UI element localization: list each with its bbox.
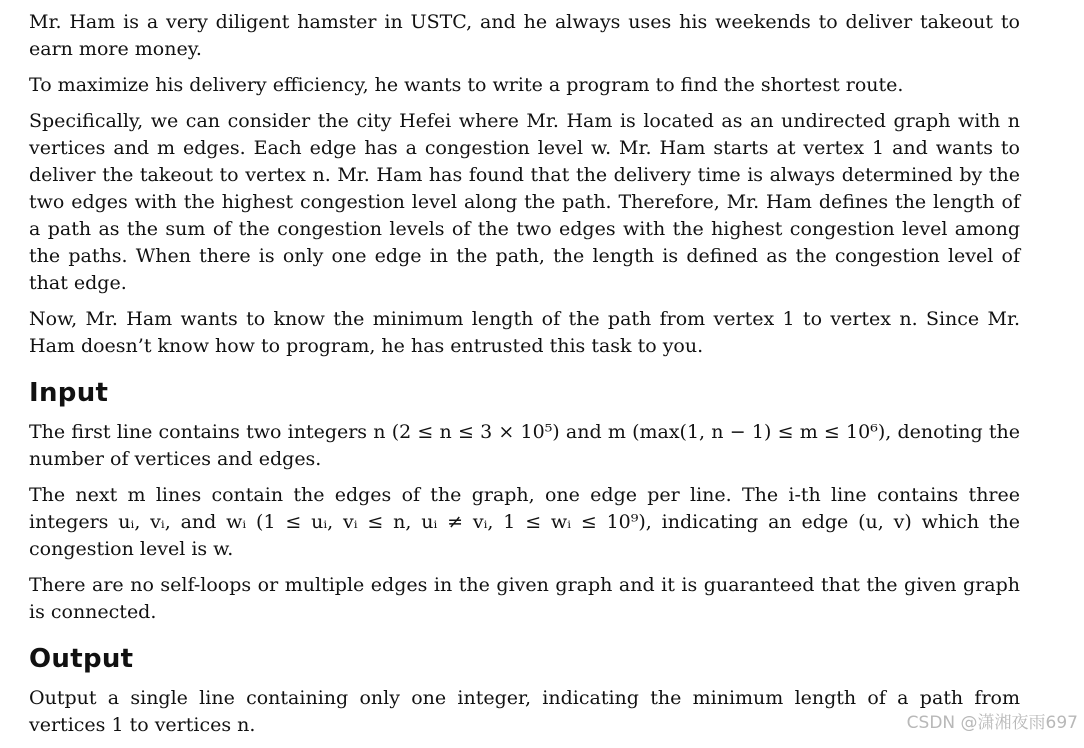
problem-statement (29, 9, 1020, 748)
csdn-watermark: CSDN @潇湘夜雨697 (906, 713, 1078, 733)
statement-paragraph-goal: To maximize his delivery efficiency, he wants to write a program to find the shortest route. (29, 74, 904, 96)
input-paragraph-first-line: The first line contains two integers n (2 ≤ n ≤ 3 × 10⁵) and m (max(1, n − 1) ≤ m ≤ 10⁶), denoting the number of vertices and edges. (29, 421, 1020, 470)
output-heading: Output (29, 644, 134, 674)
output-paragraph: Output a single line containing only one integer, indicating the minimum length of a path from vertices 1 to vertices n. (29, 687, 1020, 736)
statement-paragraph-intro: Mr. Ham is a very diligent hamster in USTC, and he always uses his weekends to deliver takeout to earn more money. (29, 11, 1020, 60)
input-paragraph-guarantee: There are no self-loops or multiple edges in the given graph and it is guaranteed that the given graph is connected. (29, 574, 1020, 623)
statement-paragraph-definition: Specifically, we can consider the city Hefei where Mr. Ham is located as an undirected graph with n vertices and m edges. Each edge has a congestion level w. Mr. Ham starts at vertex 1 and wants to deliver the takeout to vertex n. Mr. Ham has found that the delivery time is always determined by the two edges with the highest congestion level along the path. Therefore, Mr. Ham defines the length of a path as the sum of the congestion levels of the two edges with the highest congestion level among the paths. When there is only one edge in the path, the length is defined as the congestion level of that edge. (29, 110, 1020, 294)
input-heading: Input (29, 378, 109, 408)
input-paragraph-edges: The next m lines contain the edges of the graph, one edge per line. The i-th line contains three integers uᵢ, vᵢ, and wᵢ (1 ≤ uᵢ, vᵢ ≤ n, uᵢ ≠ vᵢ, 1 ≤ wᵢ ≤ 10⁹), indicating an edge (u, v) which the congestion level is w. (29, 484, 1020, 560)
statement-paragraph-task: Now, Mr. Ham wants to know the minimum length of the path from vertex 1 to vertex n. Since Mr. Ham doesn’t know how to program, he has entrusted this task to you. (29, 308, 1020, 357)
